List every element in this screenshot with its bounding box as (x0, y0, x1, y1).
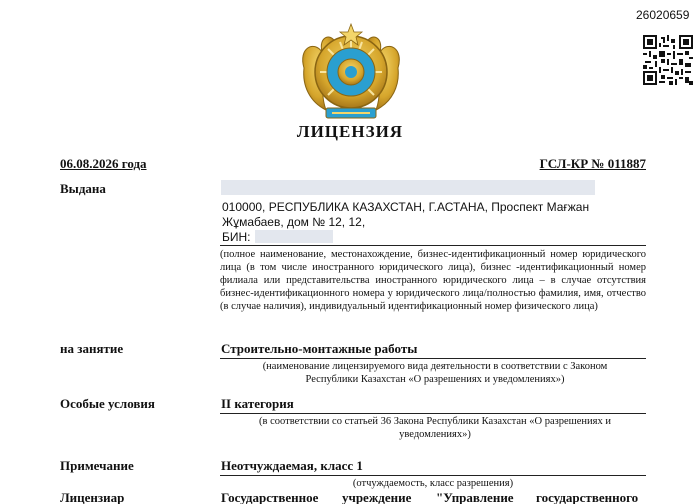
remark-note: (отчуждаемость, класс разрешения) (352, 478, 514, 489)
page-title: ЛИЦЕНЗИЯ (296, 122, 404, 141)
licensor-label: Лицензиар (60, 490, 125, 504)
conditions-rule (220, 413, 646, 414)
issued-rule (220, 245, 646, 246)
activity-note: (наименование лицензируемого вида деятельности в соответствии с Законом Республики Казахстан «О разрешениях и уведомлениях») (262, 361, 608, 385)
conditions-label: Особые условия (60, 396, 155, 411)
bin-label: БИН: (222, 230, 251, 244)
address-line-1: 010000, РЕСПУБЛИКА КАЗАХСТАН, Г.АСТАНА, Проспект Мағжан (222, 200, 590, 214)
qr-code (643, 35, 693, 85)
redacted-bin (255, 230, 333, 243)
bin-line (222, 230, 642, 245)
conditions-note: (в соответствии со статьей 36 Закона Республики Казахстан «О разрешениях и уведомлениях») (259, 416, 611, 440)
issued-note: (полное наименование, местонахождение, бизнес-идентификационный номер юридического лица (в том числе иностранного юридического лица), бизнес -идентификационный номер филиала или представительства иностранного юридического лица – в случае отсутствия бизнес-идентификационного номера у юридического лица/полностью фамилия, имя, отчество (в случае наличия), индивидуальный идентификационный номер физического лица) (220, 249, 646, 312)
address-line-2: Жұмабаев, дом № 12, 12, (222, 215, 366, 229)
license-number: ГСЛ-КР № 011887 (539, 156, 646, 171)
licensor-word-1: Государственное (221, 490, 319, 504)
licensor-word-2: учреждение (342, 490, 412, 504)
state-emblem (296, 18, 406, 130)
activity-rule (220, 358, 646, 359)
issued-label: Выдана (60, 181, 106, 196)
remark-rule (220, 475, 646, 476)
remark-value: Неотчуждаемая, класс 1 (221, 458, 363, 473)
activity-value: Строительно-монтажные работы (221, 341, 418, 356)
activity-label: на занятие (60, 341, 124, 356)
document-number: 26020659 (636, 8, 690, 22)
issued-address (222, 200, 642, 245)
licensor-row (0, 490, 700, 504)
issue-date: 06.08.2026 года (60, 156, 147, 171)
licensor-word-4: государственного (536, 490, 639, 504)
redacted-company-name (221, 180, 595, 195)
remark-label: Примечание (60, 458, 134, 473)
licensor-word-3: "Управление (436, 490, 514, 504)
conditions-value: II категория (221, 396, 294, 411)
